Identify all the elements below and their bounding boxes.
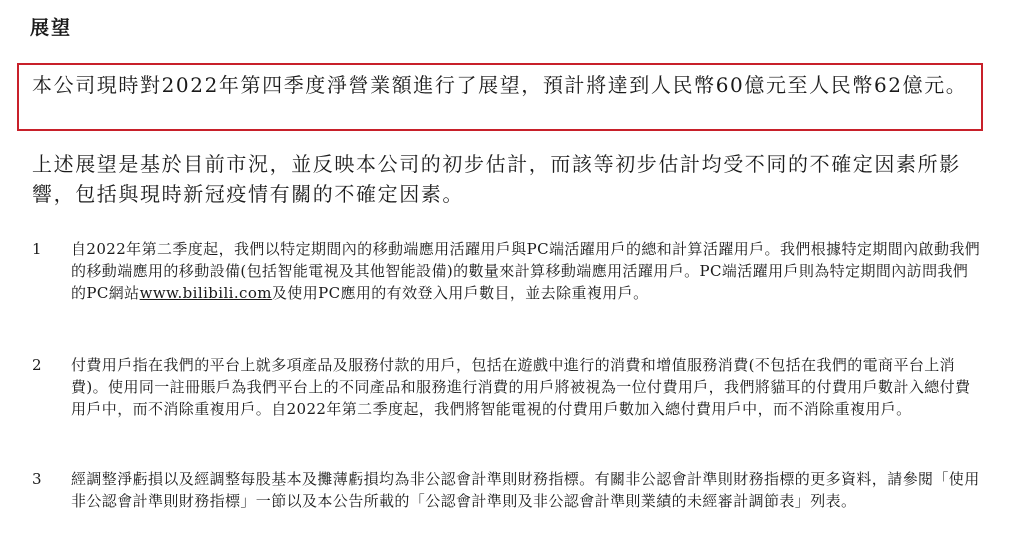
footnote-number: 1: [32, 240, 42, 258]
footnote-number: 2: [32, 356, 42, 374]
bilibili-website-link[interactable]: www.bilibili.com: [139, 284, 272, 302]
footnote-text-part: 自2022年第二季度起，我們以特定期間內的移動端應用活躍用戶與PC端活躍用戶的總和計算活躍用戶。我們根據特定期間內啟動我們的移動端應用的移動設備(包括智能電視及其他智能設備)的數量來計算移動端應用活躍用戶。PC端活躍用戶則為特定期間內訪問我們的PC網站: [71, 240, 981, 302]
footnote-text: 經調整淨虧損以及經調整每股基本及攤薄虧損均為非公認會計準則財務指標。有關非公認會計準則財務指標的更多資料，請參閱「使用非公認會計準則財務指標」一節以及本公告所載的「公認會計準則及非公認會計準則業績的未經審計調節表」列表。: [71, 470, 980, 510]
footnote-text-part: 及使用PC應用的有效登入用戶數目，並去除重複用戶。: [271, 284, 649, 302]
section-heading: 展望: [30, 17, 73, 39]
footnote-number: 3: [32, 470, 42, 488]
footnote-text: [71, 238, 981, 304]
outlook-disclaimer: 上述展望是基於目前市況，並反映本公司的初步估計，而該等初步估計均受不同的不確定因素所影響，包括與現時新冠疫情有關的不確定因素。: [32, 152, 961, 206]
outlook-statement: 本公司現時對2022年第四季度淨營業額進行了展望，預計將達到人民幣60億元至人民幣62億元。: [32, 73, 968, 97]
footnote-text: 付費用戶指在我們的平台上就多項產品及服務付款的用戶，包括在遊戲中進行的消費和增值服務消費(不包括在我們的電商平台上消費)。使用同一註冊賬戶為我們平台上的不同產品和服務進行消費的用戶將被視為一位付費用戶，我們將貓耳的付費用戶數計入總付費用戶中，而不消除重複用戶。自2022年第二季度起，我們將智能電視的付費用戶數加入總付費用戶中，而不消除重複用戶。: [71, 356, 971, 418]
